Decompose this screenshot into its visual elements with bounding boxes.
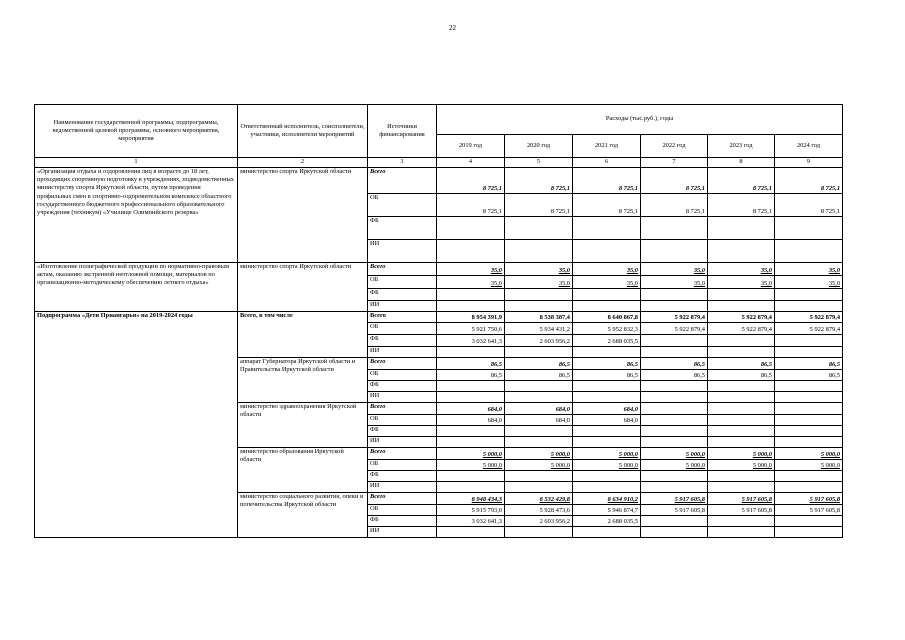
value-cell: 5 000,0 (573, 448, 641, 460)
value-cell: 35,0 (641, 263, 708, 276)
value-cell: 35,0 (708, 263, 775, 276)
source-ob: ОБ (368, 370, 437, 381)
value-cell: 5 000,0 (505, 448, 573, 460)
value-cell: 8 634 910,2 (573, 493, 641, 505)
col-number: 5 (505, 158, 573, 168)
value-cell: 5 000,0 (641, 460, 708, 471)
header-source: Источники финансирования (368, 105, 437, 158)
value-cell: 86,5 (641, 370, 708, 381)
value-cell: 2 603 956,2 (505, 335, 573, 347)
source-ii: ИИ (368, 240, 437, 263)
value-cell: 2 688 035,5 (573, 516, 641, 527)
value-cell: 86,5 (437, 370, 505, 381)
header-year: 2021 год (573, 135, 641, 158)
col-number: 9 (775, 158, 843, 168)
source-vsego: Всего (368, 312, 437, 323)
value-cell: 5 917 605,8 (775, 493, 843, 505)
col-number: 7 (641, 158, 708, 168)
source-ii: ИИ (368, 527, 437, 538)
value-cell: 5 917 605,8 (641, 505, 708, 516)
value-cell: 5 946 874,7 (573, 505, 641, 516)
value-cell: 5 921 750,6 (437, 323, 505, 335)
source-ii: ИИ (368, 301, 437, 312)
value-cell: 8 725,1 (708, 194, 775, 217)
value-cell: 5 922 879,4 (708, 323, 775, 335)
value-cell: 5 000,0 (437, 448, 505, 460)
source-vsego: Всего (368, 263, 437, 276)
executor-cell: министерство спорта Иркутской области (238, 263, 368, 312)
value-cell: 8 725,1 (437, 168, 505, 194)
value-cell: 35,0 (775, 263, 843, 276)
value-cell: 5 922 879,4 (708, 312, 775, 323)
value-cell: 35,0 (437, 276, 505, 289)
value-cell: 5 917 605,8 (641, 493, 708, 505)
value-cell: 8 725,1 (708, 168, 775, 194)
header-year: 2019 год (437, 135, 505, 158)
col-number: 4 (437, 158, 505, 168)
value-cell: 5 922 879,4 (775, 323, 843, 335)
value-cell: 8 640 867,8 (573, 312, 641, 323)
value-cell: 5 917 605,8 (708, 505, 775, 516)
value-cell: 8 725,1 (505, 194, 573, 217)
value-cell: 8 725,1 (505, 168, 573, 194)
value-cell: 86,5 (505, 358, 573, 370)
value-cell: 684,0 (437, 415, 505, 426)
value-cell: 35,0 (573, 276, 641, 289)
value-cell: 8 954 391,9 (437, 312, 505, 323)
value-cell: 86,5 (573, 358, 641, 370)
value-cell: 684,0 (437, 403, 505, 415)
value-cell: 86,5 (641, 358, 708, 370)
executor-cell: министерство спорта Иркутской области (238, 168, 368, 263)
source-ob: ОБ (368, 415, 437, 426)
value-cell: 5 917 605,8 (775, 505, 843, 516)
value-cell: 35,0 (708, 276, 775, 289)
source-ob: ОБ (368, 323, 437, 335)
value-cell: 35,0 (573, 263, 641, 276)
source-ob: ОБ (368, 276, 437, 289)
value-cell: 8 948 434,3 (437, 493, 505, 505)
header-executor: Ответственный исполнитель, соисполнители, участники, исполнители мероприятий (238, 105, 368, 158)
col-number: 3 (368, 158, 437, 168)
value-cell: 5 922 879,4 (641, 323, 708, 335)
source-fb: ФБ (368, 516, 437, 527)
col-number: 2 (238, 158, 368, 168)
executor-cell: министерство социального развития, опеки и попечительства Иркутской области (238, 493, 368, 538)
value-cell: 35,0 (437, 263, 505, 276)
value-cell: 86,5 (775, 370, 843, 381)
value-cell: 5 000,0 (641, 448, 708, 460)
source-ii: ИИ (368, 437, 437, 448)
col-number: 1 (35, 158, 238, 168)
source-fb: ФБ (368, 471, 437, 482)
value-cell: 86,5 (573, 370, 641, 381)
source-vsego: Всего (368, 358, 437, 370)
value-cell: 8 725,1 (775, 194, 843, 217)
value-cell: 8 532 429,8 (505, 493, 573, 505)
source-vsego: Всего (368, 168, 437, 194)
budget-table (34, 104, 843, 538)
header-program: Наименование государственной программы, подпрограммы, ведомственной целевой программы, основного мероприятия, мероприятия (35, 105, 238, 158)
col-number: 6 (573, 158, 641, 168)
subprogram-name: Подпрограмма «Дети Приангарья» на 2019-2024 годы (35, 312, 238, 538)
value-cell: 35,0 (775, 276, 843, 289)
source-ii: ИИ (368, 347, 437, 358)
page-number: 22 (449, 24, 456, 32)
executor-cell: министерство здравоохранения Иркутской области (238, 403, 368, 448)
source-fb: ФБ (368, 426, 437, 437)
value-cell: 5 000,0 (505, 460, 573, 471)
value-cell: 86,5 (437, 358, 505, 370)
value-cell: 35,0 (641, 276, 708, 289)
value-cell: 35,0 (505, 276, 573, 289)
header-year: 2020 год (505, 135, 573, 158)
value-cell: 8 725,1 (437, 194, 505, 217)
value-cell: 3 032 641,3 (437, 335, 505, 347)
value-cell: 5 000,0 (775, 448, 843, 460)
value-cell: 684,0 (573, 415, 641, 426)
source-fb: ФБ (368, 335, 437, 347)
source-fb: ФБ (368, 381, 437, 392)
value-cell: 86,5 (708, 358, 775, 370)
value-cell: 684,0 (505, 415, 573, 426)
header-year: 2022 год (641, 135, 708, 158)
program-cell: «Изготовление полиграфической продукции по нормативно-правовым актам, оказанию экстренной неотложной помощи, материалов по организационно-методическому обеспечению летнего отдыха» (35, 263, 238, 312)
value-cell: 5 000,0 (573, 460, 641, 471)
value-cell: 8 725,1 (775, 168, 843, 194)
value-cell: 684,0 (573, 403, 641, 415)
source-ii: ИИ (368, 392, 437, 403)
value-cell: 5 928 473,6 (505, 505, 573, 516)
executor-cell: аппарат Губернатора Иркутской области и Правительства Иркутской области (238, 358, 368, 403)
source-ob: ОБ (368, 460, 437, 471)
source-vsego: Всего (368, 403, 437, 415)
value-cell: 5 934 431,2 (505, 323, 573, 335)
source-vsego: Всего (368, 493, 437, 505)
value-cell: 684,0 (505, 403, 573, 415)
value-cell: 2 688 035,5 (573, 335, 641, 347)
executor-cell: министерство образования Иркутской области (238, 448, 368, 493)
value-cell: 86,5 (505, 370, 573, 381)
value-cell: 86,5 (775, 358, 843, 370)
value-cell: 5 000,0 (437, 460, 505, 471)
header-expenses: Расходы (тыс.руб.), годы (437, 105, 843, 135)
value-cell: 5 915 793,0 (437, 505, 505, 516)
source-fb: ФБ (368, 217, 437, 240)
source-ob: ОБ (368, 194, 437, 217)
value-cell: 8 725,1 (641, 194, 708, 217)
value-cell: 5 000,0 (775, 460, 843, 471)
value-cell: 8 725,1 (573, 168, 641, 194)
source-ii: ИИ (368, 482, 437, 493)
value-cell: 86,5 (708, 370, 775, 381)
header-year: 2024 год (775, 135, 843, 158)
value-cell: 8 725,1 (641, 168, 708, 194)
source-vsego: Всего (368, 448, 437, 460)
value-cell: 5 917 605,8 (708, 493, 775, 505)
header-year: 2023 год (708, 135, 775, 158)
value-cell: 8 725,1 (573, 194, 641, 217)
value-cell: 5 000,0 (708, 448, 775, 460)
program-cell: «Организация отдыха и оздоровления лиц в возрасте до 18 лет, проходящих спортивную подготовку в учреждениях, подведомственных министерству спорта Иркутской области, путем проведения профильных смен в спортивно-оздоровительном комплексе областного государственного бюджетного профессионального образовательного учреждения (техникум) «Училище Олимпийского резерва» (35, 168, 238, 263)
value-cell: 5 922 879,4 (775, 312, 843, 323)
col-number: 8 (708, 158, 775, 168)
value-cell: 5 922 879,4 (641, 312, 708, 323)
source-ob: ОБ (368, 505, 437, 516)
value-cell: 5 952 832,3 (573, 323, 641, 335)
value-cell: 35,0 (505, 263, 573, 276)
source-fb: ФБ (368, 289, 437, 301)
value-cell: 5 000,0 (708, 460, 775, 471)
subprogram-total-label: Всего, в том числе (238, 312, 368, 358)
value-cell: 3 032 641,3 (437, 516, 505, 527)
value-cell: 2 603 956,2 (505, 516, 573, 527)
value-cell: 8 538 387,4 (505, 312, 573, 323)
